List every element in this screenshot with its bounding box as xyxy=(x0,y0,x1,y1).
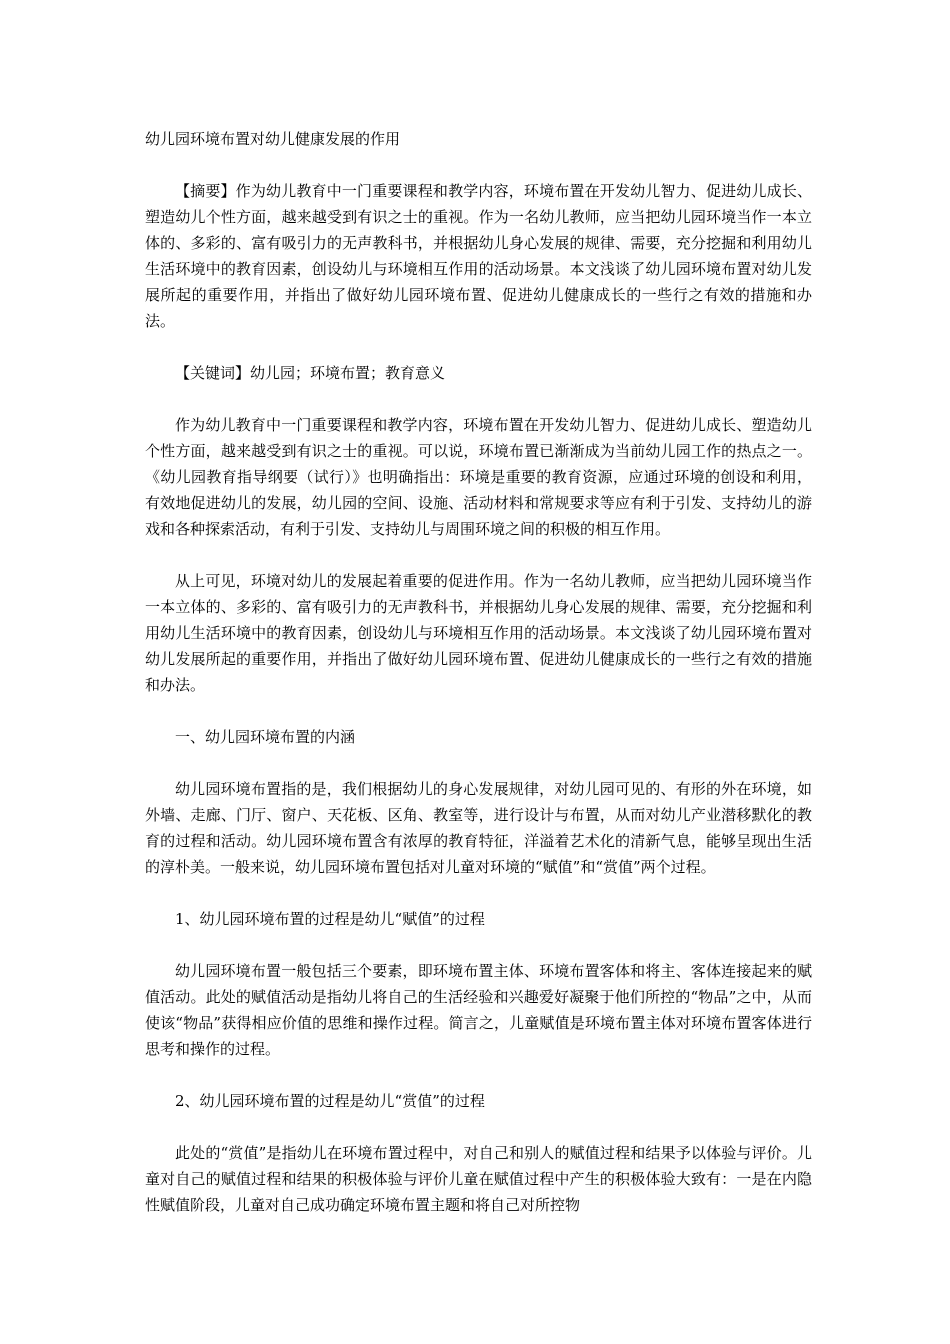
section-heading: 一、幼儿园环境布置的内涵 xyxy=(175,728,356,746)
document-title: 幼儿园环境布置对幼儿健康发展的作用 xyxy=(145,130,401,148)
subsection-heading: 2、幼儿园环境布置的过程是幼儿“赏值”的过程 xyxy=(175,1092,485,1110)
keywords-paragraph: 【关键词】幼儿园；环境布置；教育意义 xyxy=(175,364,446,382)
subsection-heading: 1、幼儿园环境布置的过程是幼儿“赋值”的过程 xyxy=(175,910,485,928)
document-page xyxy=(145,126,812,1244)
section-paragraph: 幼儿园环境布置指的是，我们根据幼儿的身心发展规律，对幼儿园可见的、有形的外在环境，如外墙、走廊、门厅、窗户、天花板、区角、教室等，进行设计与布置，从而对幼儿产业潜移默化的教育的过程和活动。幼儿园环境布置含有浓厚的教育特征，洋溢着艺术化的清新气息，能够呈现出生活的淳朴美。一般来说，幼儿园环境布置包括对儿童对环境的“赋值”和“赏值”两个过程。 xyxy=(145,780,812,876)
body-paragraph: 作为幼儿教育中一门重要课程和教学内容，环境布置在开发幼儿智力、促进幼儿成长、塑造幼儿个性方面，越来越受到有识之士的重视。可以说，环境布置已渐渐成为当前幼儿园工作的热点之一。《幼儿园教育指导纲要（试行）》也明确指出：环境是重要的教育资源，应通过环境的创设和利用，有效地促进幼儿的发展，幼儿园的空间、设施、活动材料和常规要求等应有利于引发、支持幼儿的游戏和各种探索活动，有利于引发、支持幼儿与周围环境之间的积极的相互作用。 xyxy=(145,416,812,538)
subsection-paragraph: 此处的“赏值”是指幼儿在环境布置过程中，对自己和别人的赋值过程和结果予以体验与评价。儿童对自己的赋值过程和结果的积极体验与评价儿童在赋值过程中产生的积极体验大致有：一是在内隐性赋值阶段，儿童对自己成功确定环境布置主题和将自己对所控物 xyxy=(145,1144,812,1214)
subsection-paragraph: 幼儿园环境布置一般包括三个要素，即环境布置主体、环境布置客体和将主、客体连接起来的赋值活动。此处的赋值活动是指幼儿将自己的生活经验和兴趣爱好凝聚于他们所控的“物品”之中，从而使该“物品”获得相应价值的思维和操作过程。简言之，儿童赋值是环境布置主体对环境布置客体进行思考和操作的过程。 xyxy=(145,962,812,1058)
abstract-paragraph: 【摘要】作为幼儿教育中一门重要课程和教学内容，环境布置在开发幼儿智力、促进幼儿成长、塑造幼儿个性方面，越来越受到有识之士的重视。作为一名幼儿教师，应当把幼儿园环境当作一本立体的、多彩的、富有吸引力的无声教科书，并根据幼儿身心发展的规律、需要，充分挖掘和利用幼儿生活环境中的教育因素，创设幼儿与环境相互作用的活动场景。本文浅谈了幼儿园环境布置对幼儿发展所起的重要作用，并指出了做好幼儿园环境布置、促进幼儿健康成长的一些行之有效的措施和办法。 xyxy=(145,182,812,330)
body-paragraph: 从上可见，环境对幼儿的发展起着重要的促进作用。作为一名幼儿教师，应当把幼儿园环境当作一本立体的、多彩的、富有吸引力的无声教科书，并根据幼儿身心发展的规律、需要，充分挖掘和利用幼儿生活环境中的教育因素，创设幼儿与环境相互作用的活动场景。本文浅谈了幼儿园环境布置对幼儿发展所起的重要作用，并指出了做好幼儿园环境布置、促进幼儿健康成长的一些行之有效的措施和办法。 xyxy=(145,572,812,694)
